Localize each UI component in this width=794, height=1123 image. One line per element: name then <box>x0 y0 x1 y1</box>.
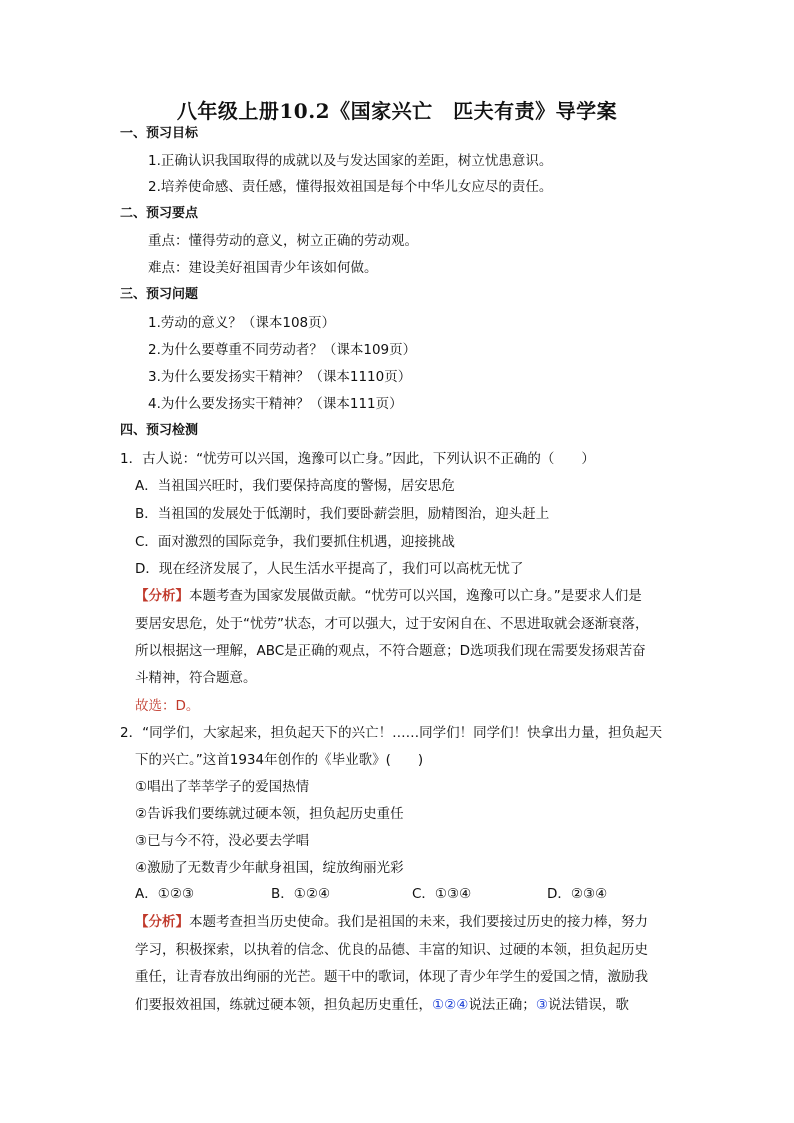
q2-analysis-line: 重任，让青春放出绚丽的光芒。题干中的歌词，体现了青少年学生的爱国之情，激励我 <box>135 969 648 985</box>
section-heading-key-points: 二、预习要点 <box>120 206 199 221</box>
goal-item: 2.培养使命感、责任感，懂得报效祖国是每个中华儿女应尽的责任。 <box>148 179 553 195</box>
page-title: 八年级上册10.2《国家兴亡 匹夫有责》导学案 <box>176 99 618 123</box>
section-heading-check: 四、预习检测 <box>120 423 199 438</box>
q2-choice-c: C．①③④ <box>412 886 472 902</box>
q2-statement: ③已与今不符，没必要去学唱 <box>135 833 310 849</box>
q1-option-d: D．现在经济发展了，人民生活水平提高了，我们可以高枕无忧了 <box>135 561 524 577</box>
q1-answer: 故选：D。 <box>135 698 200 714</box>
q2-choice-b: B．①②④ <box>271 886 331 902</box>
q2-analysis-line <box>135 912 648 932</box>
analysis-text: 说法正确； <box>468 997 536 1013</box>
q2-analysis-line: 学习，积极探索，以执着的信念、优良的品德、丰富的知识、过硬的本领，担负起历史 <box>135 942 648 958</box>
key-point-item: 难点：建设美好祖国青少年该如何做。 <box>148 260 378 276</box>
highlighted-options: ①②④ <box>432 997 469 1013</box>
q2-statement: ②告诉我们要练就过硬本领，担负起历史重任 <box>135 806 404 822</box>
q2-choice-d: D．②③④ <box>547 886 608 902</box>
highlighted-option: ③ <box>535 997 548 1013</box>
q1-option-a: A．当祖国兴旺时，我们要保持高度的警惕，居安思危 <box>135 478 455 494</box>
question-item: 3.为什么要发扬实干精神？（课本1110页） <box>148 369 412 385</box>
analysis-tag: 【分析】 <box>135 914 189 930</box>
q2-choice-a: A．①②③ <box>135 886 195 902</box>
question-item: 4.为什么要发扬实干精神？（课本111页） <box>148 396 403 412</box>
question-item: 2.为什么要尊重不同劳动者？（课本109页） <box>148 342 417 358</box>
analysis-text: 们要报效祖国，练就过硬本领，担负起历史重任， <box>135 997 432 1013</box>
question-2-stem: 下的兴亡。”这首1934年创作的《毕业歌》( ) <box>135 752 424 768</box>
q1-analysis-line <box>135 586 642 606</box>
analysis-text: 本题考查担当历史使命。我们是祖国的未来，我们要接过历史的接力棒，努力 <box>189 914 648 930</box>
question-item: 1.劳动的意义？（课本108页） <box>148 315 336 331</box>
section-heading-questions: 三、预习问题 <box>120 287 199 302</box>
goal-item: 1.正确认识我国取得的成就以及与发达国家的差距，树立忧患意识。 <box>148 153 553 169</box>
q1-analysis-line: 所以根据这一理解，ABC是正确的观点，不符合题意；D选项我们现在需要发扬艰苦奋 <box>135 643 646 659</box>
q1-option-b: B．当祖国的发展处于低潮时，我们要卧薪尝胆，励精图治，迎头赶上 <box>135 506 550 522</box>
q2-statement: ①唱出了莘莘学子的爱国热情 <box>135 779 310 795</box>
question-2-stem: 2．“同学们，大家起来，担负起天下的兴亡！……同学们！同学们！快拿出力量，担负起天 <box>120 725 663 741</box>
q2-analysis-line <box>135 995 629 1015</box>
section-heading-goals: 一、预习目标 <box>120 126 199 141</box>
question-1-stem: 1．古人说：“忧劳可以兴国，逸豫可以亡身。”因此，下列认识不正确的（ ） <box>120 451 595 467</box>
analysis-text: 说法错误，歌 <box>547 997 629 1013</box>
analysis-text: 本题考查为国家发展做贡献。“忧劳可以兴国，逸豫可以亡身。”是要求人们是 <box>189 588 642 604</box>
analysis-tag: 【分析】 <box>135 588 189 604</box>
q1-analysis-line: 要居安思危，处于“忧劳”状态，才可以强大，过于安闲自在、不思进取就会逐渐衰落， <box>135 616 649 632</box>
q2-choices <box>135 884 655 904</box>
q1-option-c: C．面对激烈的国际竞争，我们要抓住机遇，迎接挑战 <box>135 534 455 550</box>
q2-statement: ④激励了无数青少年献身祖国，绽放绚丽光彩 <box>135 860 404 876</box>
key-point-item: 重点：懂得劳动的意义，树立正确的劳动观。 <box>148 233 418 249</box>
q1-analysis-line: 斗精神，符合题意。 <box>135 670 257 686</box>
